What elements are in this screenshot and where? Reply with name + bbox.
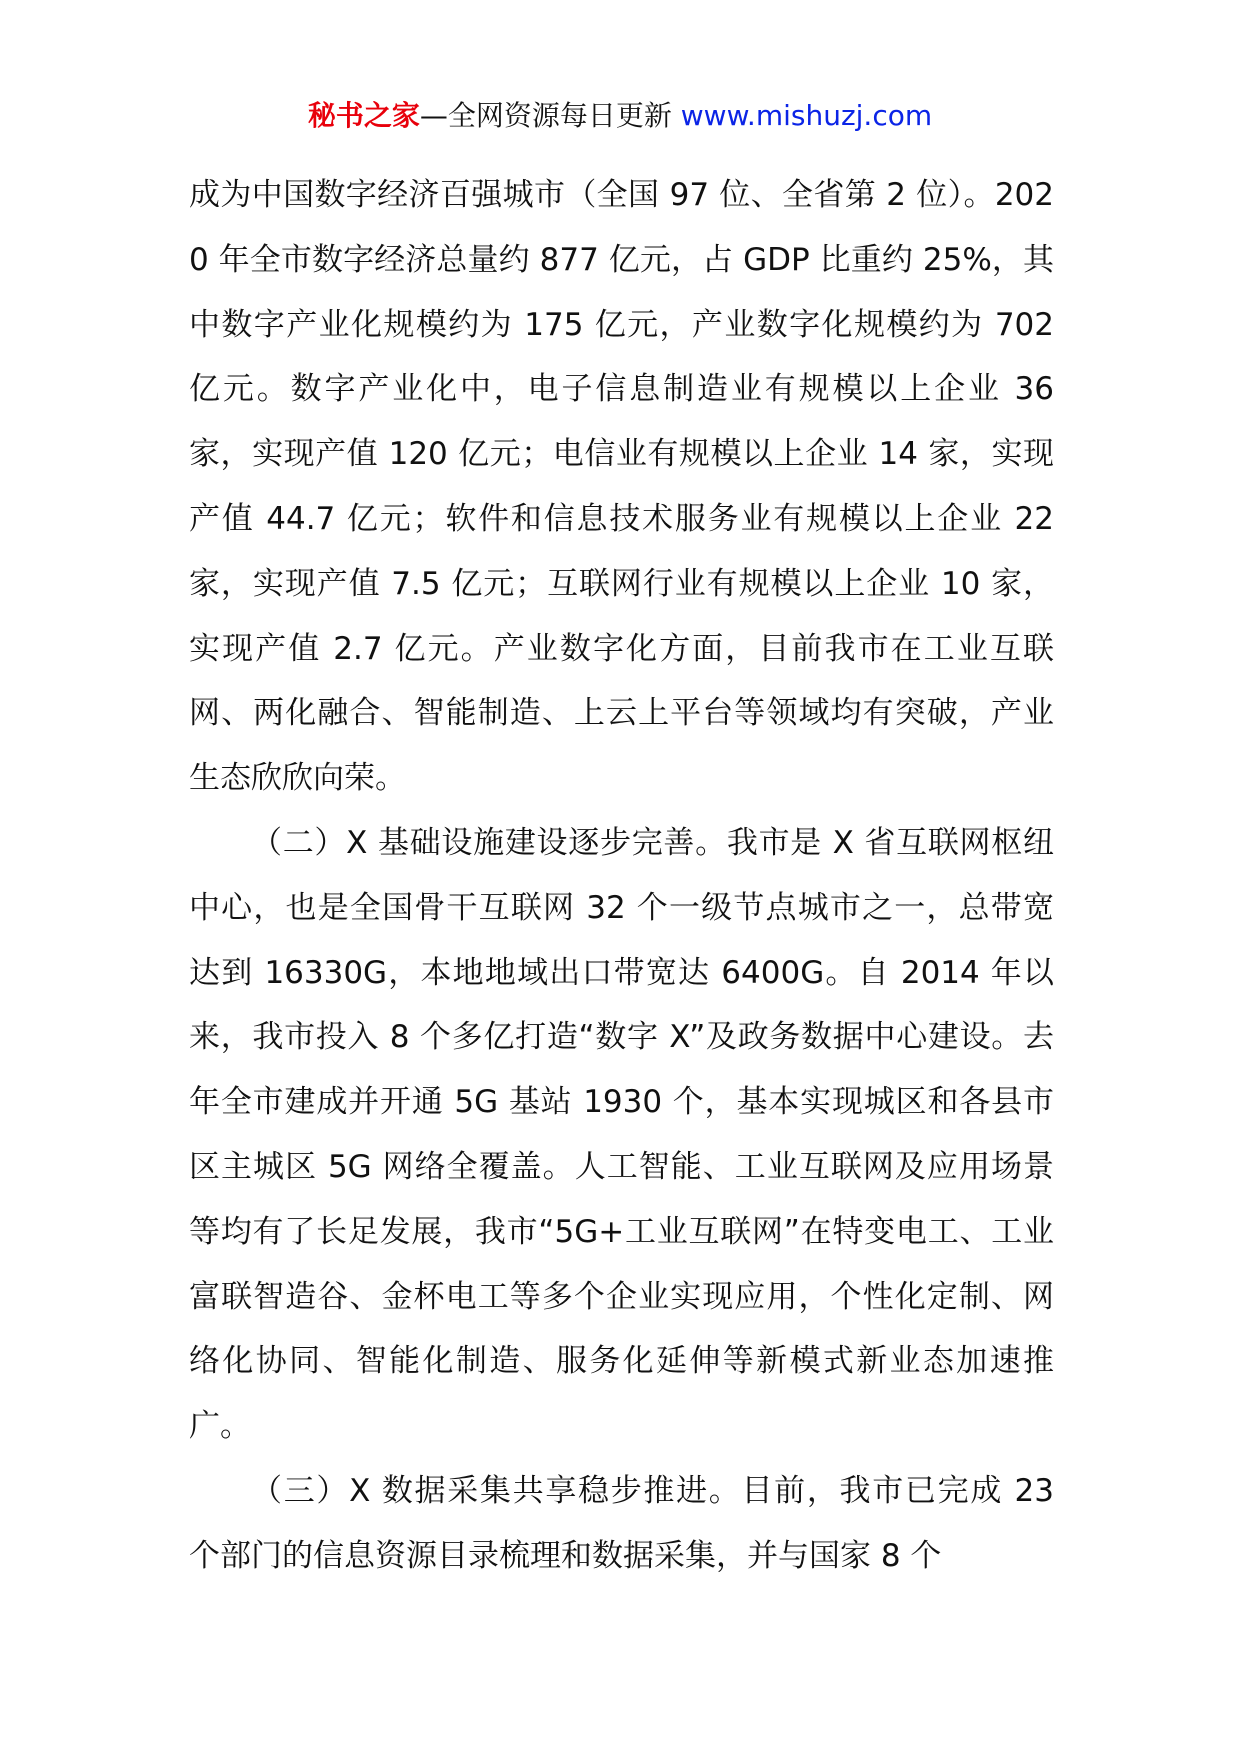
paragraph-3: （三）X 数据采集共享稳步推进。目前，我市已完成 23 个部门的信息资源目录梳理和数据采集，并与国家 8 个 bbox=[189, 1472, 1054, 1574]
header-tagline: —全网资源每日更新 bbox=[419, 99, 681, 132]
page-header bbox=[0, 96, 1240, 136]
brand-name: 秘书之家 bbox=[307, 99, 420, 132]
paragraph-2: （二）X 基础设施建设逐步完善。我市是 X 省互联网枢纽中心，也是全国骨干互联网 32 个一级节点城市之一，总带宽达到 16330G，本地地域出口带宽达 6400G。自 2014 年以来，我市投入 8 个多亿打造“数字 X”及政务数据中心建设。去年全市建成并开通 5G 基站 1930 个，基本实现城区和各县市区主城区 5G 网络全覆盖。人工智能、工业互联网及应用场景等均有了长足发展，我市“5G+工业互联网”在特变电工、工业富联智造谷、金杯电工等多个企业实现应用，个性化定制、网络化协同、智能化制造、服务化延伸等新模式新业态加速推广。 bbox=[189, 824, 1054, 1445]
header-url-link[interactable]: www.mishuzj.com bbox=[680, 99, 933, 132]
document-body bbox=[189, 163, 1054, 1589]
paragraph-1: 成为中国数字经济百强城市（全国 97 位、全省第 2 位）。2020 年全市数字经济总量约 877 亿元，占 GDP 比重约 25%，其中数字产业化规模约为 175 亿元，产业数字化规模约为 702 亿元。数字产业化中，电子信息制造业有规模以上企业 36 家，实现产值 120 亿元；电信业有规模以上企业 14 家，实现产值 44.7 亿元；软件和信息技术服务业有规模以上企业 22 家，实现产值 7.5 亿元；互联网行业有规模以上企业 10 家，实现产值 2.7 亿元。产业数字化方面，目前我市在工业互联网、两化融合、智能制造、上云上平台等领域均有突破，产业生态欣欣向荣。 bbox=[189, 177, 1054, 797]
